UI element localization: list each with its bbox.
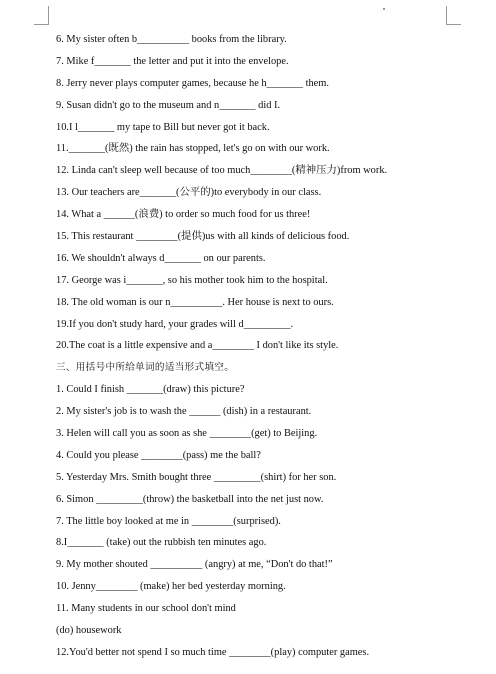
exercise-line: 12. Linda can't sleep well because of too much________(精神压力)from work. [56, 165, 388, 177]
exercise-line: 11._______(既然) the rain has stopped, let's go on with our work. [56, 143, 330, 155]
margin-corner-mark-right [446, 6, 461, 25]
exercise-line: 3. Helen will call you as soon as she ________(get) to Beijing. [56, 428, 318, 440]
exercise-line: 12.You'd better not spend I so much time ________(play) computer games. [56, 646, 370, 658]
exercise-line: 19.If you don't study hard, your grades will d_________. [56, 318, 294, 330]
exercise-line: 11. Many students in our school don't mind [56, 603, 236, 615]
exercise-line: (do) housework [56, 625, 122, 637]
exercise-line: 6. Simon _________(throw) the basketball into the net just now. [56, 493, 324, 505]
exercise-line: 8.I_______ (take) out the rubbish ten minutes ago. [56, 537, 267, 549]
exercise-line: 8. Jerry never plays computer games, because he h_______ them. [56, 77, 329, 89]
exercise-line: 18. The old woman is our n__________. Her house is next to ours. [56, 296, 334, 308]
exercise-line: 6. My sister often b__________ books from the library. [56, 34, 287, 45]
section-heading: 三、用括号中所给单词的适当形式填空。 [56, 362, 235, 374]
exercise-line: 14. What a ______(浪费) to order so much food for us three! [56, 209, 311, 221]
exercise-line: 13. Our teachers are_______(公平的)to everybody in our class. [56, 187, 322, 199]
exercise-line: 5. Yesterday Mrs. Smith bought three _________(shirt) for her son. [56, 471, 337, 483]
page-speck [383, 8, 385, 10]
exercise-line: 20.The coat is a little expensive and a________ I don't like its style. [56, 340, 339, 352]
exercise-line: 16. We shouldn't always d_______ on our parents. [56, 252, 266, 264]
exercise-line: 7. The little boy looked at me in ________(surprised). [56, 515, 281, 527]
exercise-line: 17. George was i_______, so his mother took him to the hospital. [56, 274, 328, 286]
exercise-line: 10. Jenny________ (make) her bed yesterday morning. [56, 581, 286, 593]
exercise-line: 9. Susan didn't go to the museum and n_______ did I. [56, 99, 281, 111]
exercise-line: 7. Mike f_______ the letter and put it into the envelope. [56, 55, 289, 67]
exercise-line: 15. This restaurant ________(提供)us with all kinds of delicious food. [56, 231, 350, 243]
exercise-line: 2. My sister's job is to wash the ______ (dish) in a restaurant. [56, 406, 312, 418]
exercise-line: 10.I l_______ my tape to Bill but never got it back. [56, 121, 270, 133]
margin-corner-mark-left [34, 6, 49, 25]
exercise-line: 1. Could I finish _______(draw) this picture? [56, 384, 245, 396]
exercise-line: 9. My mother shouted __________ (angry) at me, “Don't do that!” [56, 559, 333, 571]
exercise-line: 4. Could you please ________(pass) me the ball? [56, 449, 261, 461]
exercise-list [56, 29, 476, 664]
